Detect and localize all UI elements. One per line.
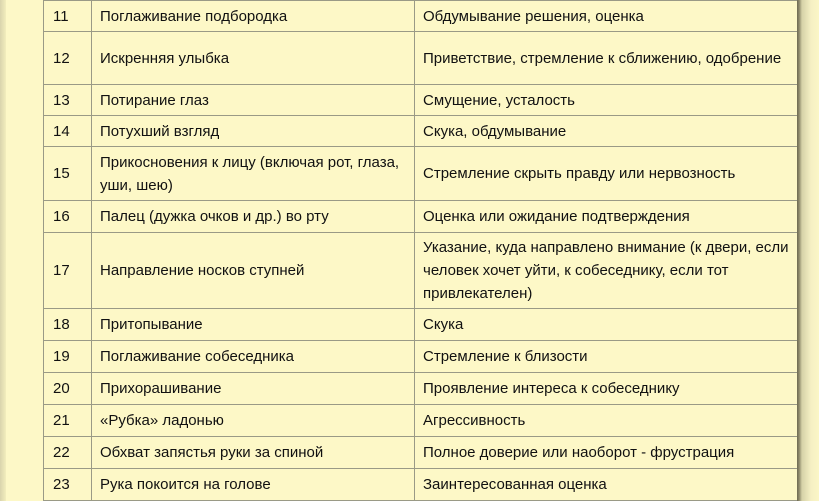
document-table-wrapper (43, 0, 804, 501)
table-row (44, 437, 804, 469)
meaning-cell: Заинтересованная оценка (415, 469, 804, 501)
gesture-cell: Поглаживание подбородка (92, 1, 415, 32)
row-number-cell: 15 (44, 147, 92, 201)
row-number-cell: 16 (44, 201, 92, 233)
row-number-cell: 11 (44, 1, 92, 32)
meaning-cell: Приветствие, стремление к сближению, одобрение (415, 32, 804, 85)
row-number-cell: 14 (44, 116, 92, 147)
meaning-cell: Стремление скрыть правду или нервозность (415, 147, 804, 201)
gesture-cell: Искренняя улыбка (92, 32, 415, 85)
gesture-cell: Притопывание (92, 309, 415, 341)
meaning-cell: Обдумывание решения, оценка (415, 1, 804, 32)
meaning-cell: Полное доверие или наоборот - фрустрация (415, 437, 804, 469)
meaning-cell: Скука (415, 309, 804, 341)
meaning-cell: Агрессивность (415, 405, 804, 437)
row-number-cell: 13 (44, 85, 92, 116)
gesture-cell: Направление носков ступней (92, 233, 415, 309)
table-row (44, 341, 804, 373)
gesture-cell: Потухший взгляд (92, 116, 415, 147)
row-number-cell: 12 (44, 32, 92, 85)
gesture-cell: Прикосновения к лицу (включая рот, глаза, уши, шею) (92, 147, 415, 201)
gesture-cell: Обхват запястья руки за спиной (92, 437, 415, 469)
row-number-cell: 17 (44, 233, 92, 309)
right-window-edge-shadow (797, 0, 819, 501)
gesture-cell: Поглаживание собеседника (92, 341, 415, 373)
meaning-cell: Скука, обдумывание (415, 116, 804, 147)
meaning-cell: Смущение, усталость (415, 85, 804, 116)
row-number-cell: 19 (44, 341, 92, 373)
table-row (44, 147, 804, 201)
row-number-cell: 22 (44, 437, 92, 469)
gesture-cell: Потирание глаз (92, 85, 415, 116)
table-row (44, 116, 804, 147)
meaning-cell: Оценка или ожидание подтверждения (415, 201, 804, 233)
row-number-cell: 21 (44, 405, 92, 437)
row-number-cell: 20 (44, 373, 92, 405)
row-number-cell: 23 (44, 469, 92, 501)
table-row (44, 201, 804, 233)
meaning-cell: Стремление к близости (415, 341, 804, 373)
table-row (44, 233, 804, 309)
table-row (44, 32, 804, 85)
left-page-edge (0, 0, 6, 501)
meaning-cell: Проявление интереса к собеседнику (415, 373, 804, 405)
table-row (44, 309, 804, 341)
row-number-cell: 18 (44, 309, 92, 341)
gestures-table (43, 0, 804, 501)
table-row (44, 85, 804, 116)
table-row (44, 405, 804, 437)
meaning-cell: Указание, куда направлено внимание (к двери, если человек хочет уйти, к собеседнику, если тот привлекателен) (415, 233, 804, 309)
gestures-table-body (44, 1, 804, 501)
gesture-cell: Рука покоится на голове (92, 469, 415, 501)
table-row (44, 373, 804, 405)
gesture-cell: «Рубка» ладонью (92, 405, 415, 437)
table-row (44, 1, 804, 32)
gesture-cell: Прихорашивание (92, 373, 415, 405)
table-row (44, 469, 804, 501)
gesture-cell: Палец (дужка очков и др.) во рту (92, 201, 415, 233)
